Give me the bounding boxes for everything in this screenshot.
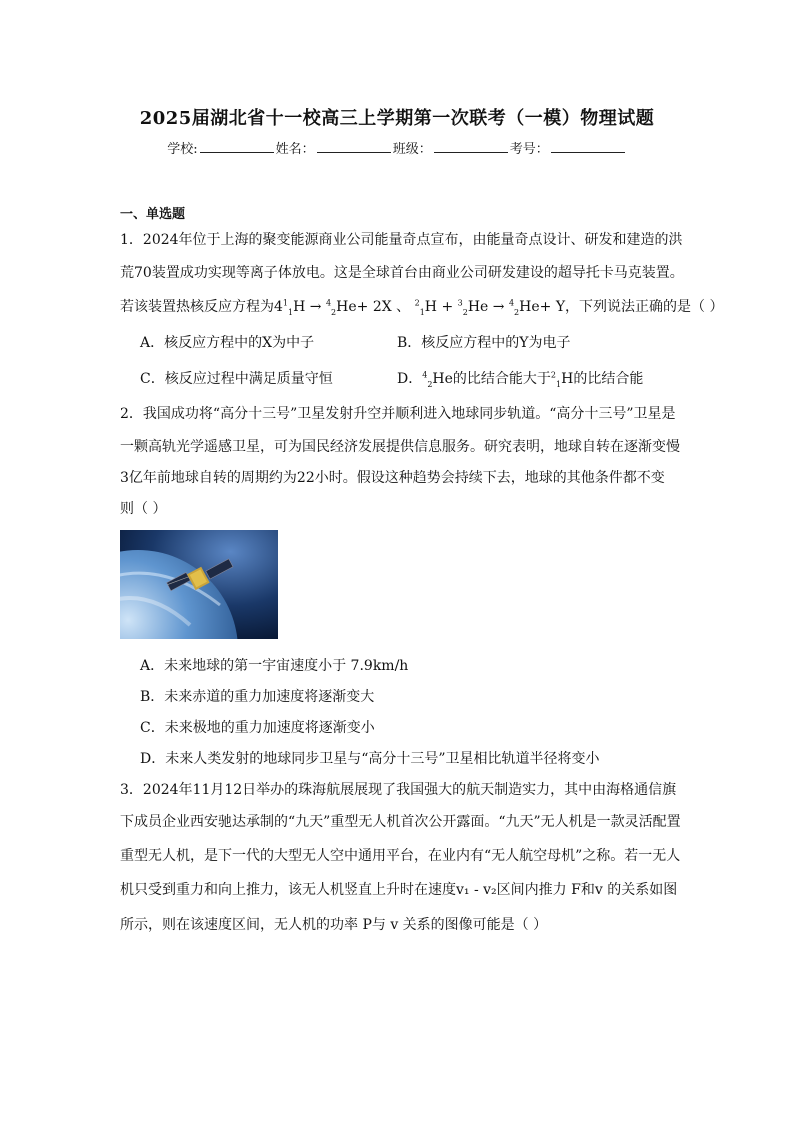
q1-option-d[interactable] <box>397 368 643 389</box>
q1-option-d-suffix: H的比结合能 <box>561 371 644 387</box>
q1-eq-prefix: 若该装置热核反应方程为4 <box>120 299 283 315</box>
q1-line-2: 荒70装置成功实现等离子体放电。这是全球首台由商业公司研发建设的超导托卡马克装置。 <box>120 265 684 281</box>
q3-line-1: 3．2024年11月12日举办的珠海航展展现了我国强大的航天制造实力，其中由海格通信旗 <box>120 782 677 798</box>
name-blank[interactable] <box>317 140 391 153</box>
q1-option-d-mid: He的比结合能大于 <box>432 371 551 387</box>
q2-option-c[interactable]: C．未来极地的重力加速度将逐渐变小 <box>140 720 375 736</box>
q3-line-2: 下成员企业西安驰达承制的“九天”重型无人机首次公开露面。“九天”无人机是一款灵活配置 <box>120 814 681 830</box>
q1-line-1: 1．2024年位于上海的聚变能源商业公司能量奇点宣布，由能量奇点设计、研发和建造的洪 <box>120 232 683 248</box>
d-he4-num: 2 <box>427 379 433 389</box>
q2-line-2: 一颗高轨光学遥感卫星，可为国民经济发展提供信息服务。研究表明，地球自转在逐渐变慢 <box>120 439 680 455</box>
q1-eq-part-e: He → <box>467 299 505 315</box>
q3-line-5: 所示，则在该速度区间，无人机的功率 P与 v 关系的图像可能是（ ） <box>120 917 548 933</box>
exam-no-blank[interactable] <box>551 140 625 153</box>
q2-line-1: 2．我国成功将“高分十三号”卫星发射升空并顺利进入地球同步轨道。“高分十三号”卫星是 <box>120 406 676 422</box>
he3-num: 2 <box>462 307 468 317</box>
q2-option-b[interactable]: B．未来赤道的重力加速度将逐渐变大 <box>140 689 375 705</box>
class-label: 班级： <box>392 142 432 157</box>
satellite-earth-image <box>120 530 278 639</box>
q1-option-d-prefix: D． <box>397 371 423 387</box>
school-label: 学校: <box>167 142 198 157</box>
h-mass: 1 <box>282 298 289 308</box>
he4-num: 2 <box>331 307 337 317</box>
page-title: 2025届湖北省十一校高三上学期第一次联考（一模）物理试题 <box>139 108 655 129</box>
name-label: 姓名： <box>275 142 315 157</box>
exam-no-label: 考号： <box>509 142 549 157</box>
h2-mass: 2 <box>414 298 420 308</box>
q1-line-3 <box>120 296 724 317</box>
d-h2-mass: 2 <box>550 370 557 380</box>
section-title: 一、单选题 <box>120 207 186 222</box>
q3-line-4: 机只受到重力和向上推力，该无人机竖直上升时在速度v₁ - v₂区间内推力 F和v 的关系如图 <box>120 882 678 898</box>
q2-line-3: 3亿年前地球自转的周期约为22小时。假设这种趋势会持续下去，地球的其他条件都不变 <box>120 470 665 486</box>
he3-mass: 3 <box>457 298 463 308</box>
q1-option-a[interactable]: A．核反应方程中的X为中子 <box>140 335 315 351</box>
q2-line-4: 则（ ） <box>120 501 167 517</box>
he4b-mass: 4 <box>508 298 515 308</box>
q3-line-3: 重型无人机，是下一代的大型无人空中通用平台，在业内有“无人航空母机”之称。若一无人 <box>120 848 681 864</box>
q2-option-d[interactable]: D．未来人类发射的地球同步卫星与“高分十三号”卫星相比轨道半径将变小 <box>140 751 600 767</box>
d-h2-num: 1 <box>556 379 562 389</box>
h2-num: 1 <box>419 307 425 317</box>
q1-eq-part-f: He+ Y，下列说法正确的是（ ） <box>519 299 724 315</box>
he4b-num: 2 <box>514 307 520 317</box>
q1-eq-part-d: H + <box>424 299 454 315</box>
he4-mass: 4 <box>325 298 332 308</box>
satellite-illustration <box>120 530 278 639</box>
q2-option-a[interactable]: A．未来地球的第一宇宙速度小于 7.9km/h <box>140 658 409 674</box>
h-num: 1 <box>288 307 294 317</box>
q1-option-b[interactable]: B．核反应方程中的Y为电子 <box>397 335 571 351</box>
q1-eq-part-c: He+ 2X 、 <box>336 299 411 315</box>
class-blank[interactable] <box>434 140 508 153</box>
q1-eq-part-b: H → <box>293 299 322 315</box>
school-blank[interactable] <box>200 140 274 153</box>
q1-option-c[interactable]: C．核反应过程中满足质量守恒 <box>140 371 333 387</box>
student-info-line <box>0 138 794 157</box>
d-he4-mass: 4 <box>422 370 428 380</box>
